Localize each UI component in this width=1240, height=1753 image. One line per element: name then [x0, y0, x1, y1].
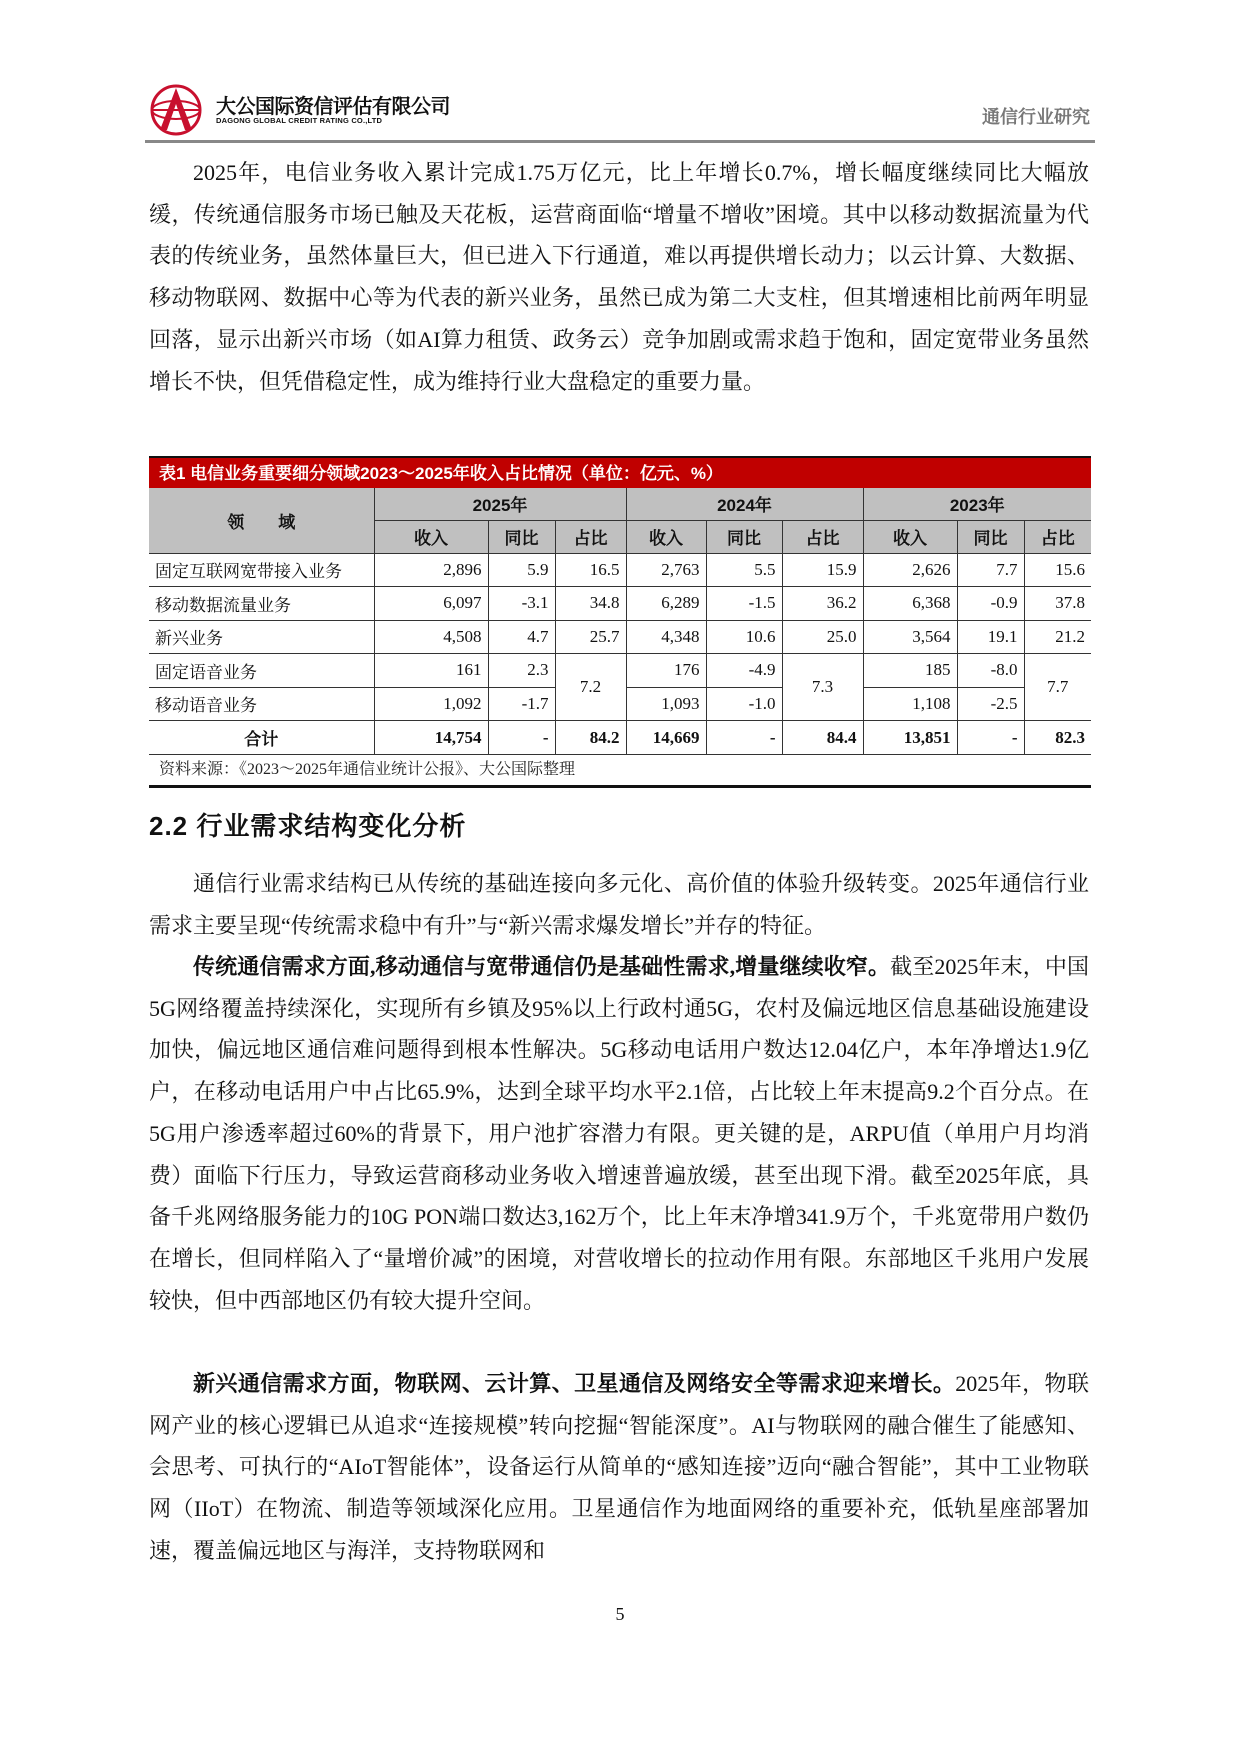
company-name-en: DAGONG GLOBAL CREDIT RATING CO.,LTD	[216, 116, 383, 125]
sub-header: 占比	[1024, 520, 1091, 553]
paragraph-lead: 新兴通信需求方面，物联网、云计算、卫星通信及网络安全等需求迎来增长。	[193, 1371, 956, 1396]
yoy-cell: -3.1	[488, 587, 555, 621]
sub-header: 收入	[626, 520, 706, 553]
yoy-cell: -2.5	[957, 687, 1024, 721]
year-header: 2025年	[374, 488, 626, 520]
share-cell: 37.8	[1024, 587, 1091, 621]
table-source: 资料来源：《2023～2025年通信业统计公报》、大公国际整理	[149, 755, 1091, 788]
row-label: 移动语音业务	[149, 687, 374, 721]
revenue-cell: 1,092	[374, 687, 488, 721]
row-label: 移动数据流量业务	[149, 587, 374, 621]
share-cell: 15.9	[782, 553, 863, 587]
share-cell: 82.3	[1024, 721, 1091, 755]
revenue-cell: 2,763	[626, 553, 706, 587]
field-header: 领 域	[149, 488, 374, 553]
share-cell: 15.6	[1024, 553, 1091, 587]
table-row	[149, 721, 1091, 755]
yoy-cell: -1.5	[706, 587, 782, 621]
yoy-cell: 10.6	[706, 620, 782, 654]
sub-header: 收入	[374, 520, 488, 553]
paragraph-body: 截至2025年末，中国5G网络覆盖持续深化，实现所有乡镇及95%以上行政村通5G，农村及偏远地区信息基础设施建设加快，偏远地区通信难问题得到根本性解决。5G移动电话用户数达12.04亿户，本年净增达1.9亿户，在移动电话用户中占比65.9%，达到全球平均水平2.1倍，占比较上年末提高9.2个百分点。在5G用户渗透率超过60%的背景下，用户池扩容潜力有限。更关键的是，ARPU值（单用户月均消费）面临下行压力，导致运营商移动业务收入增速普遍放缓，甚至出现下滑。截至2025年底，具备千兆网络服务能力的10G PON端口数达3,162万个，比上年末净增341.9万个，千兆宽带用户数仍在增长，但同样陷入了“量增价减”的困境，对营收增长的拉动作用有限。东部地区千兆用户发展较快，但中西部地区仍有较大提升空间。	[149, 954, 1089, 1313]
revenue-cell: 176	[626, 654, 706, 688]
share-cell: 84.4	[782, 721, 863, 755]
share-cell: 21.2	[1024, 620, 1091, 654]
yoy-cell: 5.5	[706, 553, 782, 587]
revenue-cell: 1,108	[863, 687, 957, 721]
revenue-cell: 14,669	[626, 721, 706, 755]
table-row	[149, 587, 1091, 621]
share-cell: 7.3	[782, 654, 863, 721]
sub-header: 收入	[863, 520, 957, 553]
revenue-cell: 3,564	[863, 620, 957, 654]
yoy-cell: -4.9	[706, 654, 782, 688]
revenue-cell: 1,093	[626, 687, 706, 721]
table-row	[149, 620, 1091, 654]
table-row	[149, 654, 1091, 688]
revenue-cell: 4,508	[374, 620, 488, 654]
paragraph-revenue-summary: 2025年，电信业务收入累计完成1.75万亿元，比上年增长0.7%，增长幅度继续同比大幅放缓，传统通信服务市场已触及天花板，运营商面临“增量不增收”困境。其中以移动数据流量为代表的传统业务，虽然体量巨大，但已进入下行通道，难以再提供增长动力；以云计算、大数据、移动物联网、数据中心等为代表的新兴业务，虽然已成为第二大支柱，但其增速相比前两年明显回落，显示出新兴市场（如AI算力租赁、政务云）竞争加剧或需求趋于饱和，固定宽带业务虽然增长不快，但凭借稳定性，成为维持行业大盘稳定的重要力量。	[149, 160, 1089, 394]
share-cell: 7.7	[1024, 654, 1091, 721]
revenue-cell: 185	[863, 654, 957, 688]
yoy-cell: 19.1	[957, 620, 1024, 654]
yoy-cell: 2.3	[488, 654, 555, 688]
yoy-cell: -8.0	[957, 654, 1024, 688]
paragraph-traditional-demand	[149, 946, 1089, 1321]
yoy-cell: 7.7	[957, 553, 1024, 587]
revenue-cell: 2,626	[863, 553, 957, 587]
yoy-cell: -0.9	[957, 587, 1024, 621]
share-cell: 36.2	[782, 587, 863, 621]
header-divider	[145, 140, 1095, 143]
yoy-cell: -	[488, 721, 555, 755]
paragraph-demand-structure: 通信行业需求结构已从传统的基础连接向多元化、高价值的体验升级转变。2025年通信行业需求主要呈现“传统需求稳中有升”与“新兴需求爆发增长”并存的特征。	[149, 871, 1089, 938]
row-label: 固定语音业务	[149, 654, 374, 688]
yoy-cell: -1.0	[706, 687, 782, 721]
row-label: 合计	[149, 721, 374, 755]
yoy-cell: -	[706, 721, 782, 755]
sub-header: 同比	[488, 520, 555, 553]
paragraph-lead: 传统通信需求方面,移动通信与宽带通信仍是基础性需求,增量继续收窄。	[193, 954, 891, 979]
revenue-table	[149, 456, 1091, 788]
table-row	[149, 553, 1091, 587]
section-title: 通信行业研究	[982, 107, 1090, 127]
year-header: 2024年	[626, 488, 863, 520]
yoy-cell: -	[957, 721, 1024, 755]
year-header: 2023年	[863, 488, 1091, 520]
page-number: 5	[615, 1604, 625, 1624]
share-cell: 84.2	[555, 721, 626, 755]
paragraph-body: 2025年，物联网产业的核心逻辑已从追求“连接规模”转向挖掘“智能深度”。AI与物联网的融合催生了能感知、会思考、可执行的“AIoT智能体”，设备运行从简单的“感知连接”迈向“融合智能”，其中工业物联网（IIoT）在物流、制造等领域深化应用。卫星通信作为地面网络的重要补充，低轨星座部署加速，覆盖偏远地区与海洋，支持物联网和	[149, 1371, 1089, 1563]
revenue-cell: 6,097	[374, 587, 488, 621]
row-label: 新兴业务	[149, 620, 374, 654]
share-cell: 16.5	[555, 553, 626, 587]
yoy-cell: 4.7	[488, 620, 555, 654]
share-cell: 25.7	[555, 620, 626, 654]
table-title: 表1 电信业务重要细分领域2023～2025年收入占比情况（单位：亿元、%）	[149, 456, 1091, 488]
paragraph-emerging-demand	[149, 1363, 1089, 1572]
share-cell: 7.2	[555, 654, 626, 721]
section-heading: 2.2 行业需求结构变化分析	[149, 811, 467, 841]
sub-header: 同比	[706, 520, 782, 553]
revenue-cell: 6,368	[863, 587, 957, 621]
company-name-cn: 大公国际资信评估有限公司	[216, 96, 450, 118]
revenue-cell: 161	[374, 654, 488, 688]
yoy-cell: -1.7	[488, 687, 555, 721]
share-cell: 25.0	[782, 620, 863, 654]
sub-header: 占比	[782, 520, 863, 553]
revenue-cell: 6,289	[626, 587, 706, 621]
share-cell: 34.8	[555, 587, 626, 621]
revenue-cell: 4,348	[626, 620, 706, 654]
revenue-cell: 13,851	[863, 721, 957, 755]
sub-header: 占比	[555, 520, 626, 553]
company-logo-icon	[150, 84, 202, 136]
yoy-cell: 5.9	[488, 553, 555, 587]
revenue-cell: 14,754	[374, 721, 488, 755]
row-label: 固定互联网宽带接入业务	[149, 553, 374, 587]
sub-header: 同比	[957, 520, 1024, 553]
revenue-cell: 2,896	[374, 553, 488, 587]
